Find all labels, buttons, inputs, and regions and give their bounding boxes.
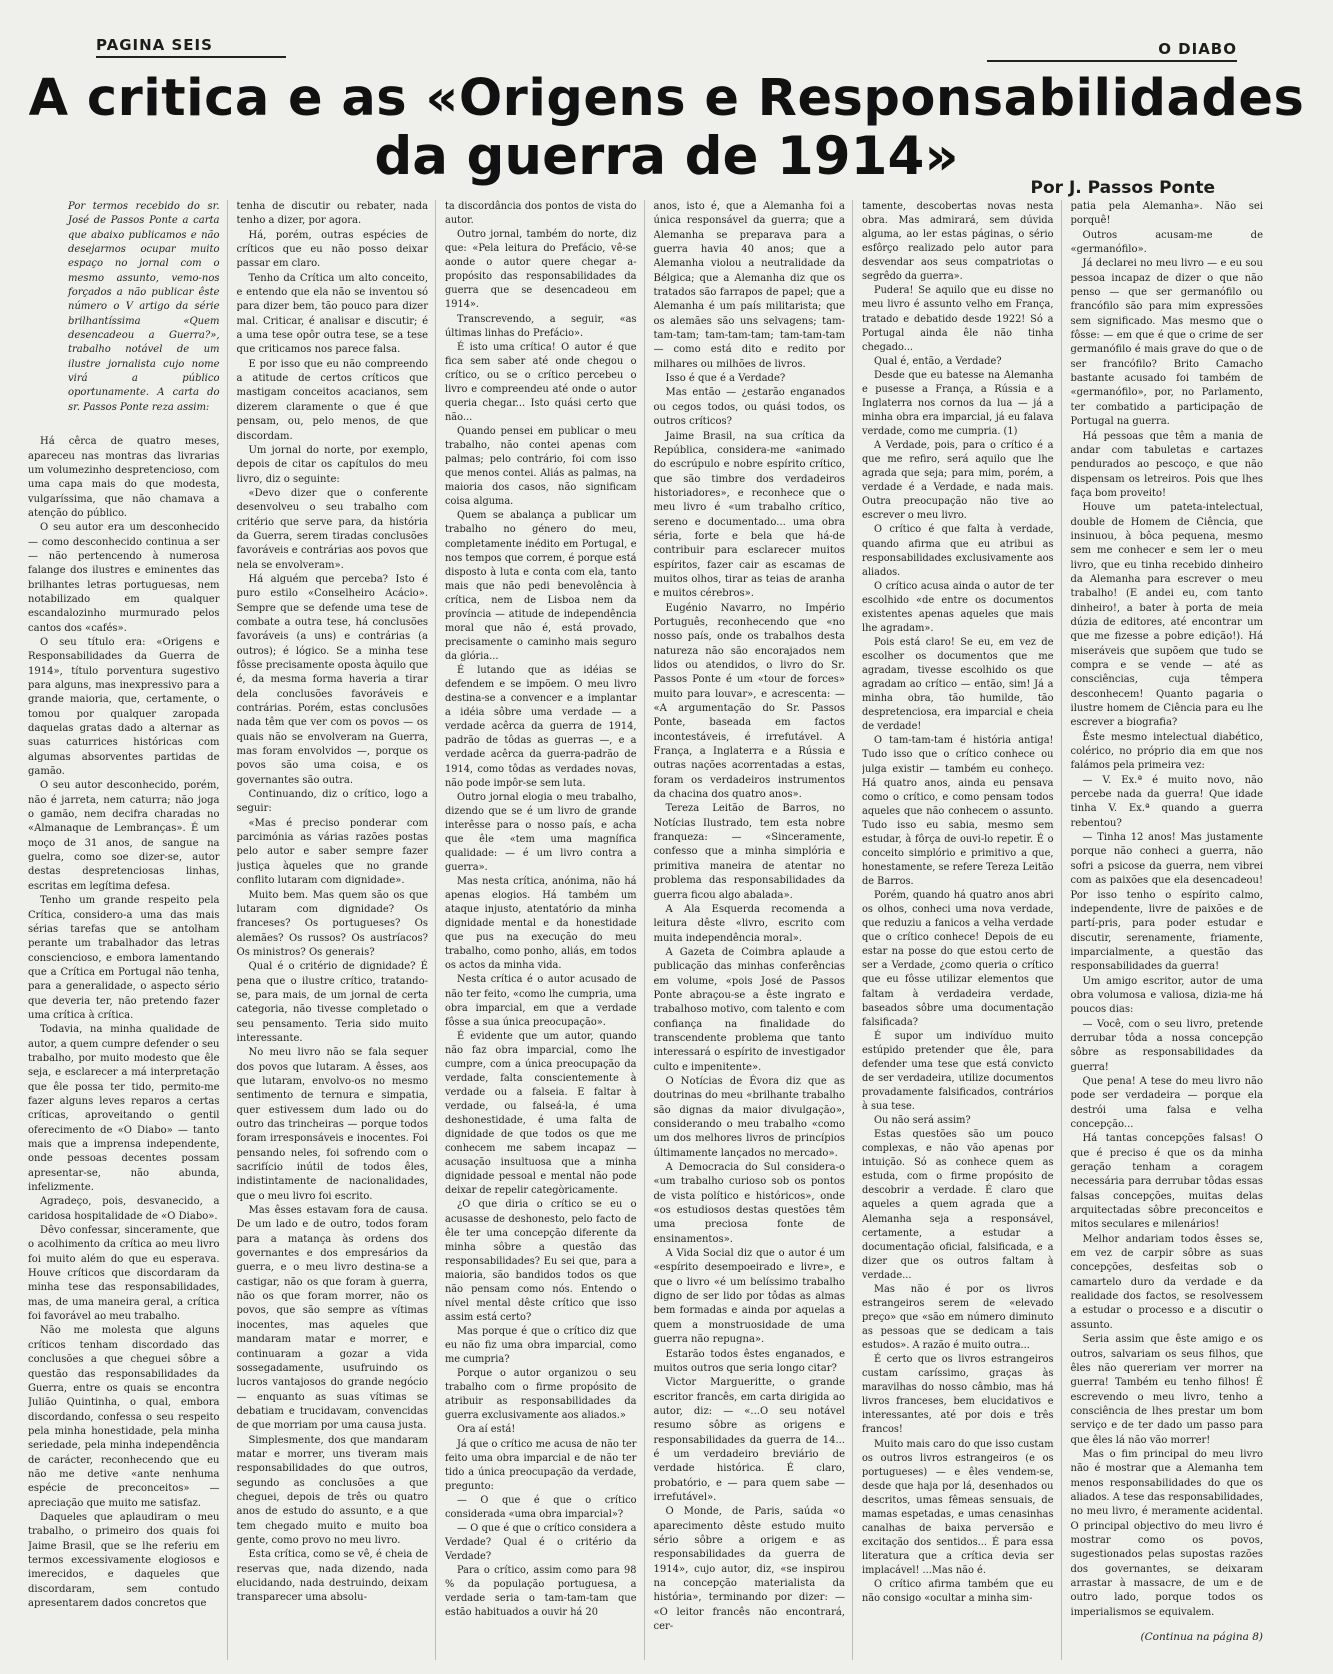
article-columns bbox=[28, 200, 1270, 1660]
paragraph: Victor Margueritte, o grande escritor francês, em carta dirigida ao autor, diz: — «...O seu notável resumo sôbre as origens e responsabilidades da guerra de 14... é um verdadeiro breviário de verdade histórica. É claro, probatório, e — para quem sabe — irrefutável». bbox=[653, 1377, 845, 1503]
paragraph: O seu título era: «Origens e Responsabilidades da Guerra de 1914», título porventura sugestivo para alguns, mas inexpressivo para a grande maioria, que, certamente, o tomou por qualquer zaropada daquelas gratas dado a alternar as suas caturrices históricas com algumas absorventes partidas de gamão. bbox=[28, 636, 220, 778]
paragraph: «Devo dizer que o conferente desenvolveu o seu trabalho com critério que serve para, da história da Guerra, serem tiradas conclusões favoráveis e contrárias aos povos que nela se envolveram». bbox=[236, 487, 428, 571]
paragraph: Houve um pateta-intelectual, double de Homem de Ciência, que insinuou, à bôca pequena, mesmo sem me conhecer e sem ler o meu livro, que eu tinha recebido dinheiro da Alemanha para escrever o meu trabalho! (E andei eu, com tanto dinheiro!, a bater à porta de meia dúzia de editores, até encontrar um que me fizesse a pobre edição!). Há miseráveis que supõem que tudo se compra e se vende — até as consciências, cuja têmpera desconhecem! Quanto pagaria o ilustre homem de Ciência para eu lhe escrever a biografia? bbox=[1070, 502, 1263, 729]
paragraph: Esta crítica, como se vê, é cheia de reservas que, nada dizendo, nada elucidando, nada destruindo, deixam transparecer uma absolu- bbox=[236, 1549, 428, 1604]
paragraph: Ora aí está! bbox=[457, 1424, 516, 1436]
paragraph: — V. Ex.ª é muito novo, não percebe nada da guerra! Que idade tinha V. Ex.ª quando a guerra rebentou? bbox=[1070, 774, 1263, 829]
paragraph: Porque o autor organizou o seu trabalho com o firme propósito de atribuir as responsabilidades da guerra exclusivamente aos aliados.» bbox=[445, 1368, 637, 1422]
paragraph: — Tinha 12 anos! Mas justamente porque não conheci a guerra, não sofri a psicose da guerra, nem vibrei com as paixões que ela desencadeou! Por isso tenho o espírito calmo, independente, livre de paixões e de partí-pris, para poder estudar e discutir, serenamente, friamente, imparcialmente, a questão das responsabilidades da guerra! bbox=[1070, 832, 1263, 973]
paragraph: Já que o crítico me acusa de não ter feito uma obra imparcial e de não ter tido a única preocupação da verdade, pregunto: bbox=[445, 1438, 637, 1492]
paragraph: A Gazeta de Coimbra aplaude a publicação das minhas conferências em volume, «pois José de Passos Ponte abraçou-se a êste ingrato e trabalhoso motivo, com talento e com confiança na finalidade do transcendente problema que tanto interessará o espírito de investigador culto e impenitente». bbox=[653, 946, 845, 1073]
paragraph: — O que é que o crítico considerada «uma obra imparcial»? bbox=[445, 1494, 637, 1520]
paragraph: Dêvo confessar, sinceramente, que o acolhimento da crítica ao meu livro foi muito além do que eu esperava. Houve críticos que discordaram da minha tese das responsabilidades, mas, de uma maneira geral, a crítica foi favorável ao meu trabalho. bbox=[28, 1225, 220, 1323]
paragraph: Há cêrca de quatro meses, apareceu nas montras das livrarias um volumezinho despretencioso, com uma capa mais do que modesta, vulgaríssima, que não chamava a atenção do público. bbox=[28, 436, 220, 519]
paragraph: No meu livro não se fala sequer dos povos que lutaram. A êsses, aos que lutaram, envolvo-os no mesmo sentimento de ternura e simpatia, quer estivessem dum lado ou do outro das trincheiras — porque todos foram irresponsáveis e inocentes. Foi pensando neles, foi sofrendo com o sacrifício inútil de todos êles, indistintamente de nacionalidades, que o meu livro foi escrito. bbox=[236, 1047, 428, 1202]
paragraph: tamente, descobertas novas nesta obra. Mas admirará, sem dúvida alguma, ao ler estas páginas, o sério esfôrço realizado pelo autor para desvendar aos seus compatriotas o segrêdo da guerra». bbox=[862, 201, 1054, 283]
paragraph: Outros acusam-me de «germanófilo». bbox=[1070, 229, 1263, 256]
paragraph: O seu autor desconhecido, porém, não é jarreta, nem caturra; não joga o gamão, nem decifra charadas no «Almanaque de Lembranças». É um moço de 31 anos, de sangue na guelra, como soe dizer-se, autor destas despretenciosas linhas, escritas em legítima defesa. bbox=[28, 780, 220, 892]
paragraph: Pudera! Se aquilo que eu disse no meu livro é assunto velho em França, tratado e debatido desde 1922! Só a Portugal ainda êle não tinha chegado... bbox=[862, 285, 1054, 353]
paragraph: «Mas é preciso ponderar com parcimónia as várias razões postas pelo autor e saber sempre fazer justiça àqueles que no grande conflito lutaram com dignidade». bbox=[236, 817, 428, 887]
section-label: PAGINA SEIS bbox=[96, 36, 286, 58]
paragraph: Um jornal do norte, por exemplo, depois de citar os capítulos do meu livro, diz o seguinte: bbox=[236, 444, 428, 485]
headline-line-1: A critica e as «Origens e Responsabilidades bbox=[28, 69, 1305, 128]
paragraph: Porém, quando há quatro anos abri os olhos, conheci uma nova verdade, que reduziu a fanicos a velha verdade que o crítico conhece! Depois de eu estar na posse do que estou certo de ser a Verdade, ¿como queria o crítico que eu fôsse utilizar elementos que faltam à verdadeira verdade, baseados sôbre uma documentação falsificada? bbox=[862, 890, 1054, 1028]
paragraph: O tam-tam-tam é história antiga! Tudo isso que o crítico conhece ou julga existir — também eu conheço. Há quatro anos, ainda eu pensava como o crítico, e como pensam todos aqueles que não conhecem o assunto. Tudo isso eu sabia, mesmo sem estudar, à fôrça de ouvi-lo repetir. É o conceito simplório e primitivo a que, honestamente, se refere Tereza Leitão de Barros. bbox=[862, 735, 1054, 887]
paragraph: Continuando, diz o crítico, logo a seguir: bbox=[236, 789, 428, 815]
column-6 bbox=[1071, 200, 1271, 1660]
paragraph: Jaime Brasil, na sua crítica da República, considera-me «animado do escrúpulo e nobre espírito crítico, que são timbre dos verdadeiros historiadores», e reconhece que o meu livro é «um trabalho crítico, sereno e documentado... uma obra séria, forte e bela que há-de contribuir para esclarecer muitos espíritos, fazer cair as escamas de muitos olhos, tirar as teias de aranha e muitos cérebros». bbox=[653, 430, 845, 600]
paragraph: Qual é o critério de dignidade? É pena que o ilustre crítico, tratando-se, para mais, de um jornal de certa categoria, não tivesse completado o seu pensamento. Teria sido muito interessante. bbox=[236, 961, 428, 1044]
paragraph: Que pena! A tese do meu livro não pode ser verdadeira — porque ela destrói uma falsa e velha concepção... bbox=[1070, 1075, 1263, 1130]
paragraph: Agradeço, pois, desvanecido, a caridosa hospitalidade de «O Diabo». bbox=[28, 1196, 220, 1222]
paragraph: Estarão todos êstes enganados, e muitos outros que seria longo citar? bbox=[653, 1348, 845, 1374]
paragraph: O Monde, de Paris, saúda «o aparecimento dêste estudo muito sério sôbre a origem e as responsabilidades da guerra de 1914», cujo autor, diz, «se inspirou na concepção materialista da história», terminando por dizer: — «O leitor francês não encontrará, cer- bbox=[653, 1506, 845, 1633]
paragraph: Quem se abalança a publicar um trabalho no género do meu, completamente inédito em Portugal, e nos tempos que correm, é porque está disposto à luta e conta com ela, tanto mais que não pedi benevolência à crítica, nem de Lisboa nem da província — atitude de independência moral que não é, está provado, precisamente o caminho mais seguro da glória... bbox=[445, 510, 637, 662]
column-2 bbox=[237, 200, 437, 1660]
paragraph: ta discordância dos pontos de vista do autor. bbox=[445, 201, 637, 227]
paragraph: Há, porém, outras espécies de críticos que eu não posso deixar passar em claro. bbox=[236, 229, 428, 270]
paragraph: Quando pensei em publicar o meu trabalho, não contei apenas com palmas; pelo contrário, foi com isso que menos contei. Aliás as palmas, na maioria dos casos, não significam coisa alguma. bbox=[445, 426, 637, 508]
paragraph: Eugénio Navarro, no Império Português, reconhecendo que «no nosso país, onde os trabalhos desta natureza não são encorajados nem lidos ou atendidos, o livro do Sr. Passos Ponte é um «tour de forces» muito para louvar», e acrescenta: — «A argumentação do Sr. Passos Ponte, baseada em factos incontestáveis, é irrefutável. A França, a Inglaterra e a Rússia e outras nações acorrentadas a estas, foram os verdadeiros instrumentos da chacina dos quatro anos». bbox=[653, 602, 845, 801]
paragraph: Transcrevendo, a seguir, «as últimas linhas do Prefácio». bbox=[445, 313, 637, 339]
paragraph: Há tantas concepções falsas! O que é preciso é que os da minha geração tenham a coragem necessária para derrubar tôdas essas falsas concepções, muitas delas arquitectadas sôbre preconceitos e mitos seculares e milenários! bbox=[1070, 1133, 1263, 1231]
paragraph: Tenho um grande respeito pela Crítica, considero-a uma das mais sérias tarefas que se antolham perante um trabalhador das letras consciencioso, e embora lamentando que a Crítica em Portugal não tenha, para a generalidade, o aspecto sério que deveria ter, não pretendo fazer uma crítica à crítica. bbox=[28, 895, 220, 1021]
column-3 bbox=[445, 200, 645, 1660]
paragraph: Simplesmente, dos que mandaram matar e morrer, uns tiveram mais responsabilidades do que outros, segundo as conclusões a que cheguei, depois de três ou quatro anos de estudo do assunto, e a que tem chegado muito e muito boa gente, como provo no meu livro. bbox=[236, 1434, 428, 1546]
paragraph: Tenho da Crítica um alto conceito, e entendo que ela não se inventou só para dizer bem, tão pouco para dizer mal. Criticar, é analisar e discutir; é a uma tese opôr outra tese, se a tese que criticamos nos parece falsa. bbox=[236, 272, 428, 356]
paragraph: tenha de discutir ou rebater, nada tenho a dizer, por agora. bbox=[236, 201, 428, 227]
paragraph: Estas questões são um pouco complexas, e não vão apenas por intuição. Só as conhece quem as estuda, com o firme propósito de descobrir a verdade. É claro que aqueles a quem agrada que a Alemanha seja a responsável, certamente, a estudar a documentação oficial, falsificada, e a dizer que os outros faltam à verdade... bbox=[862, 1129, 1054, 1281]
paragraph: É certo que os livros estrangeiros custam caríssimo, graças às maravilhas do nosso câmbio, mas há livros franceses, bem elucidativos e interessantes, até por dois e três francos! bbox=[862, 1354, 1054, 1436]
paragraph: Qual é, então, a Verdade? bbox=[874, 355, 1002, 367]
paragraph: Melhor andariam todos êsses se, em vez de carpir sôbre as suas concepções, desfeitas sob o camartelo duro da verdade e da realidade dos factos, se resolvessem a estudar o processo e a discutir o assunto. bbox=[1070, 1233, 1263, 1331]
paragraph: Seria assim que êste amigo e os outros, salvariam os seus filhos, que êles não quereriam ver morrer na guerra! Também eu tenho filhos! É escrevendo o meu livro, tenho a consciência de lhes prestar um bom serviço e de ter dado um passo para que êles lá não vão morrer! bbox=[1070, 1334, 1263, 1446]
paragraph: Tereza Leitão de Barros, no Notícias Ilustrado, tem esta nobre franqueza: — «Sinceramente, confesso que a minha simplória e primitiva maneira de atentar no problema das responsabilidades da guerra ficou algo abalada». bbox=[653, 803, 845, 901]
paragraph: Mas êsses estavam fora de causa. De um lado e de outro, todos foram para a matança às ordens dos governantes e dos empresários da guerra, e o meu livro destina-se a castigar, não os que foram à guerra, não os que foram morrer, não os povos, que são sempre as vítimas inocentes, mas aqueles que mandaram matar e morrer, e continuaram a gozar a vida sossegadamente, usufruindo os lucros vantajosos do grande negócio — enquanto as suas vítimas se debatiam e trucidavam, convencidas de que morriam por uma causa justa. bbox=[236, 1205, 428, 1432]
paragraph: Ou não será assim? bbox=[874, 1115, 971, 1127]
paragraph: E por isso que eu não compreendo a atitude de certos críticos que mastigam conceitos acacianos, sem dizerem claramente o que é que pensam, ou, pelo menos, de que discordam. bbox=[236, 358, 428, 442]
paragraph: Mas então — ¿estarão enganados ou cegos todos, ou quási todos, os outros críticos? bbox=[653, 387, 845, 428]
paragraph: Todavia, na minha qualidade de autor, a quem cumpre defender o seu trabalho, por muito modesto que êle seja, e esclarecer a má interpretação que êle possa ter tido, permito-me fazer alguns leves reparos a certas críticas, aproveitando o gentil oferecimento de «O Diabo» — tanto mais que a imprensa independente, onde pessoas decentes possam apresentar-se, não abunda, infelizmente. bbox=[28, 1024, 220, 1194]
headline-line-2: da guerra de 1914» bbox=[374, 126, 959, 187]
paragraph: É lutando que as idéias se defendem e se impõem. O meu livro destina-se a convencer e a implantar a idéia sôbre uma verdade — a verdade acêrca da guerra de 1914, padrão de tôdas as guerras —, e a verdade acêrca da guerra-padrão de 1914, como tôdas as verdades novas, não pode impôr-se sem luta. bbox=[445, 665, 637, 789]
paragraph: Mas não é por os livros estrangeiros serem de «elevado preço» que «são em número diminuto as pessoas que se dedicam a tais estudos». A razão é muito outra... bbox=[862, 1283, 1054, 1352]
paragraph: Êste mesmo intelectual diabético, colérico, no próprio dia em que nos falámos pela primeira vez: bbox=[1070, 731, 1263, 772]
byline: Por J. Passos Ponte bbox=[1030, 178, 1215, 198]
paragraph: anos, isto é, que a Alemanha foi a única responsável da guerra; que a Alemanha se preparava para a guerra havia 40 anos; que a Alemanha violou a neutralidade da Bélgica; que a Alemanha diz que os tratados são farrapos de papel; que a Alemanha é um país militarista; que os alemães são uns selvagens; tam-tam-tam; tam-tam-tam; tam-tam-tam — como está dito e redito por milhares ou milhões de livros. bbox=[653, 201, 845, 370]
paragraph: É supor um indivíduo muito estúpido pretender que êle, para defender uma tese que está convicto de ser verdadeira, utilize documentos provadamente falsificados, contrários à sua tese. bbox=[862, 1030, 1054, 1112]
paragraph: É isto uma crítica! O autor é que fica sem saber até onde chegou o crítico, ou se o crítico percebeu o livro e compreendeu até onde o autor queria chegar... Isto quási certo que não... bbox=[445, 341, 637, 423]
paragraph: Daqueles que aplaudiram o meu trabalho, o primeiro dos quais foi Jaime Brasil, que se lhe referiu em termos excessivamente elogiosos e imerecidos, e daqueles que discordaram, sem contudo apresentarem dados concretos que bbox=[28, 1511, 220, 1609]
paragraph: Há pessoas que têm a mania de andar com tabuletas e cartazes pendurados ao pescoço, e que não dispensam os letreiros. Pois que lhes faça bom proveito! bbox=[1070, 430, 1263, 499]
continuation-note: (Continua na página 8) bbox=[1140, 1631, 1263, 1644]
paragraph: Outro jornal, também do norte, diz que: «Pela leitura do Prefácio, vê-se aonde o autor quere chegar a-propósito das responsabilidades da guerra que se desencadeou em 1914». bbox=[445, 229, 637, 311]
column-4 bbox=[654, 200, 854, 1660]
paragraph: Outro jornal elogia o meu trabalho, dizendo que se é um livro de grande interêsse para o nosso país, e acha que êle «tem uma magnífica qualidade: — é um livro contra a guerra». bbox=[445, 791, 637, 873]
paragraph: A Verdade, pois, para o crítico é a que me refiro, será aquilo que lhe agrada que seja; para mim, porém, a verdade é a Verdade, e nada mais. Outra preocupação não tive ao escrever o meu livro. bbox=[862, 440, 1054, 522]
masthead bbox=[96, 36, 1237, 62]
paragraph: Muito bem. Mas quem são os que lutaram com dignidade? Os franceses? Os portugueses? Os alemães? Os russos? Os austríacos? Os ministros? Os generais? bbox=[236, 889, 428, 958]
paragraph: — O que é que o crítico considera a Verdade? Qual é o critério da Verdade? bbox=[445, 1522, 637, 1562]
paragraph: Um amigo escritor, autor de uma obra volumosa e valiosa, dizia-me há poucos dias: bbox=[1070, 975, 1263, 1016]
paragraph: Não me molesta que alguns críticos tenham discordado das conclusões a que cheguei sôbre a questão das responsabilidades da Guerra, entre os quais se encontra Julião Quintinha, o qual, embora discordando, confessa o seu respeito pela minha honestidade, pela minha seriedade, pela minha independência de carácter, reconhecendo que eu não me detive «ante nenhuma espécie de preconceitos» — apreciação que muito me satisfaz. bbox=[28, 1325, 220, 1509]
paragraph: Mas nesta crítica, anónima, não há apenas elogios. Há também um ataque injusto, atentatório da minha dignidade mental e da honestidade que pus na execução do meu trabalho, como ponho, aliás, em todos os actos da minha vida. bbox=[445, 876, 637, 972]
paragraph: Mas porque é que o crítico diz que eu não fiz uma obra imparcial, como me cumpria? bbox=[445, 1326, 637, 1366]
paragraph: Já declarei no meu livro — e eu sou pessoa incapaz de dizer o que não penso — que ser germanófilo ou francófilo são para mim expressões sem significado. Mas mesmo que o fôsse: — em que é que o crime de ser germanófilo é mais grave do que o de ser francófilo? Brito Camacho bastante acusado foi também de «germanófilo», por, no Parlamento, ter combatido a participação de Portugal na guerra. bbox=[1070, 258, 1263, 428]
newspaper-name: O DIABO bbox=[987, 40, 1237, 62]
paragraph: O crítico é que falta à verdade, quando afirma que eu atribui as responsabilidades exclusivamente aos aliados. bbox=[862, 524, 1054, 578]
paragraph: Pois está claro! Se eu, em vez de escolher os documentos que me agradam, tivesse escolhido os que agradam ao crítico — então, sim! Já a minha obra, tão humilde, tão despretenciosa, era imparcial e cheia de verdade! bbox=[862, 636, 1054, 733]
paragraph: O seu autor era um desconhecido — como desconhecido continua a ser — não pertencendo à numerosa falange dos ilustres e eminentes das brilhantes letras portuguesas, nem notabilizado em qualquer escandalozinho murmurado pelos cantos dos «cafés». bbox=[28, 522, 220, 634]
paragraph: Nesta crítica é o autor acusado de não ter feito, «como lhe cumpria, uma obra imparcial, em que a verdade fôsse a sua única preocupação». bbox=[445, 974, 637, 1028]
paragraph: — Você, com o seu livro, pretende derrubar tôda a nossa concepção sôbre as responsabilidades da guerra! bbox=[1070, 1018, 1263, 1073]
paragraph: Para o crítico, assim como para 98 % da população portuguesa, a verdade seria o tam-tam-tam que estão habituados a ouvir há 20 bbox=[445, 1565, 637, 1619]
paragraph: O Notícias de Évora diz que as doutrinas do meu «brilhante trabalho são dignas da maior divulgação», considerando o meu trabalho «como um dos melhores livros de princípios últimamente lançados no mercado». bbox=[653, 1075, 845, 1159]
paragraph: ¿O que diria o crítico se eu o acusasse de deshonesto, pelo facto de êle ter uma concepção diferente da minha sôbre a questão das responsabilidades? Eu sei que, para a maioria, são bandidos todos os que não pensam como nós. Entendo o nível mental dêste crítico que isso assim está certo? bbox=[445, 1199, 637, 1323]
paragraph: A Vida Social diz que o autor é um «espírito desempoeirado e livre», e que o livro «é um belíssimo trabalho digno de ser lido por tôdas as almas bem formadas e ainda por aquelas a quem a monstruosidade de uma guerra não repugna». bbox=[653, 1248, 845, 1346]
paragraph: Muito mais caro do que isso custam os outros livros estrangeiros (e os portugueses) — e êles vendem-se, desde que haja por lá, desenhados ou descritos, umas fêmeas sensuais, de mamas espetadas, e umas cenasinhas canalhas de baixa perversão e excitação dos sentidos... É para essa literatura que a crítica devia ser implacável! ...Mas não é. bbox=[862, 1438, 1054, 1577]
paragraph: É evidente que um autor, quando não faz obra imparcial, como lhe cumpre, com a única preocupação da verdade, falta conscientemente à verdade ou a falseia. E faltar à verdade, ou falseá-la, é uma deshonestidade, é uma falta de dignidade de que todos os que me conhecem me sabem incapaz — acusação insultuosa que a minha dignidade pessoal e mental não pode deixar de repelir categòricamente. bbox=[445, 1030, 637, 1197]
paragraph: Desde que eu batesse na Alemanha e pusesse a França, a Rússia e a Inglaterra nos cornos da lua — já a minha obra era imparcial, já eu falava verdade, como me cumpria. (1) bbox=[862, 369, 1054, 437]
paragraph: patia pela Alemanha». Não sei porquê! bbox=[1070, 201, 1263, 227]
editorial-intro: Por termos recebido do sr. José de Passos Ponte a carta que abaixo publicamos e não desejarmos ocupar muito espaço no jornal com o mesmo assunto, vemo-nos forçados a não publicar êste número o V artigo da série brilhantíssima «Quem desencadeou a Guerra?», trabalho notável de um ilustre jornalista cujo nome virá a público oportunamente. A carta do sr. Passos Ponte reza assim: bbox=[68, 201, 220, 413]
paragraph: O crítico afirma também que eu não consigo «ocultar a minha sim- bbox=[862, 1579, 1054, 1605]
column-1 bbox=[28, 200, 228, 1660]
article-headline bbox=[20, 70, 1313, 186]
paragraph: O crítico acusa ainda o autor de ter escolhido «de entre os documentos existentes apenas aqueles que mais lhe agradam». bbox=[862, 580, 1054, 634]
paragraph: Mas o fim principal do meu livro não é mostrar que a Alemanha tem menos responsabilidades do que os aliados. A tese das responsabilidades, no meu livro, é meramente acidental. O principal objectivo do meu livro é mostrar como os povos, sugestionados pelas supostas razões dos governantes, se deixaram arrastar à massacre, de um e de outro lado, porque todos os imperialismos se equivalem. bbox=[1070, 1448, 1263, 1618]
paragraph: Há alguém que perceba? Isto é puro estilo «Conselheiro Acácio». Sempre que se defende uma tese de combate a outra tese, há conclusões favoráveis (a uns) e contrárias (a outros); é lógico. Se a minha tese fôsse precisamente oposta àquilo que é, da mesma forma haveria a tirar dela conclusões favoráveis e contrárias. Porém, estas conclusões nada têm que ver com os povos — os quais não se envolveram na Guerra, mas foram envolvidos —, porque os povos são uma coisa, e os governantes são outra. bbox=[236, 573, 428, 786]
paragraph: Isso é que é a Verdade? bbox=[665, 373, 786, 385]
column-5 bbox=[862, 200, 1062, 1660]
paragraph: A Democracia do Sul considera-o «um trabalho curioso sob os pontos de vista político e históricos», onde «os estudiosos destas questões têm uma preciosa fonte de ensinamentos». bbox=[653, 1162, 845, 1245]
paragraph: A Ala Esquerda recomenda a leitura dêste «livro, escrito com muita independência moral». bbox=[653, 903, 845, 944]
